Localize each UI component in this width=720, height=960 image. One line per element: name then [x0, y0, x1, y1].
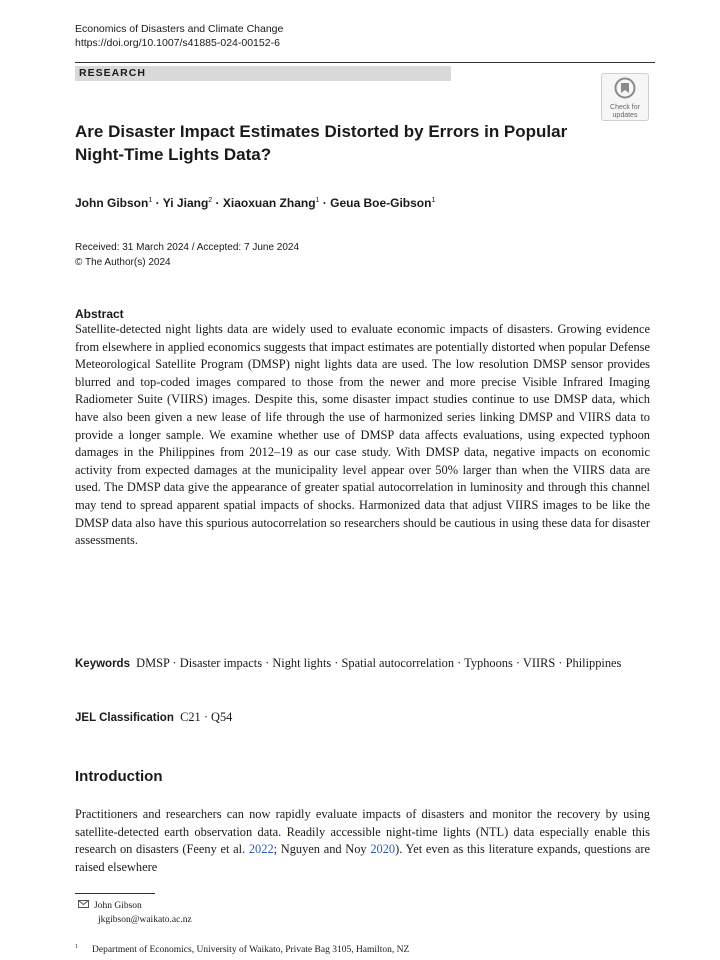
author-affiliation: 1 [315, 197, 320, 204]
copyright: © The Author(s) 2024 [75, 257, 171, 268]
affiliation-text: Department of Economics, University of Waikato, Private Bag 3105, Hamilton, NZ [92, 945, 410, 956]
intro-text-part: ; Nguyen and Noy [273, 842, 371, 857]
contact-name: John Gibson [94, 901, 142, 911]
jel-classification [75, 710, 232, 725]
author-affiliation: 2 [208, 197, 213, 204]
check-for-updates-badge[interactable] [601, 73, 649, 121]
corresponding-author [78, 899, 192, 927]
author-separator: · [319, 196, 331, 210]
author-separator: · [212, 196, 223, 210]
journal-header [75, 22, 283, 50]
affiliation-footnote [75, 944, 409, 955]
author-name[interactable]: Yi Jiang [162, 196, 209, 210]
jel-label: JEL Classification [75, 712, 174, 724]
header-rule [75, 62, 655, 63]
section-label: RESEARCH [75, 66, 451, 81]
citation-link[interactable]: 2022 [248, 842, 274, 857]
author-affiliation: 1 [431, 197, 436, 204]
doi-link[interactable]: https://doi.org/10.1007/s41885-024-00152-6 [75, 37, 280, 49]
affiliation-number: 1 [75, 944, 78, 950]
check-updates-line2: updates [612, 112, 638, 119]
intro-text-part: ). Yet even as this literature expands, questions are raised elsewhere [75, 842, 650, 874]
journal-name: Economics of Disasters and Climate Change [75, 23, 284, 35]
author-list [75, 196, 435, 210]
author-name[interactable]: Xiaoxuan Zhang [222, 196, 316, 210]
footnote-rule [75, 893, 155, 894]
author-name[interactable]: Geua Boe-Gibson [330, 196, 432, 210]
keywords [75, 654, 650, 673]
envelope-icon [78, 899, 94, 913]
citation-link[interactable]: 2020 [370, 842, 396, 857]
keywords-label: Keywords [75, 658, 130, 670]
intro-text-part: Practitioners and researchers can now rapidly evaluate impacts of disasters and monitor the recovery by using satellite-detected earth observation data. Readily accessible night-time lights (NTL) data especially enable this research on disasters (Feeny et al. [75, 807, 650, 857]
check-updates-icon [614, 77, 636, 99]
check-updates-line1: Check for [610, 104, 640, 111]
contact-email[interactable]: jkgibson@waikato.ac.nz [98, 915, 192, 925]
received-accepted: Received: 31 March 2024 / Accepted: 7 June 2024 [75, 242, 300, 253]
author-name[interactable]: John Gibson [75, 196, 149, 210]
publication-dates [75, 240, 299, 270]
paper-title: Are Disaster Impact Estimates Distorted by Errors in Popular Night-Time Lights Data? [75, 122, 568, 164]
keywords-text: DMSP · Disaster impacts · Night lights · Spatial autocorrelation · Typhoons · VIIRS · Philippines [136, 656, 622, 670]
abstract-text: Satellite-detected night lights data are widely used to evaluate economic impacts of disasters. Growing evidence from elsewhere in applied economics suggests that impact estimates are potentially distorted when popular Defense Meteorological Satellite Program (DMSP) night lights data are used. The low resolution DMSP sensor provides blurred and top-coded images compared to those from the newer and more precise Visible Infrared Imaging Radiometer Suite (VIIRS) images. Despite this, some disaster impact studies continue to use DMSP data, which have also been given a new lease of life through the use of harmonized series linking DMSP and VIIRS data to provide a longer sample. We examine whether use of DMSP data affects evaluations, using expected typhoon damages in the Philippines from 2012–19 as our case study. With DMSP data, negative impacts on economic activity from expected damages at the municipality level appear over 50% larger than when the VIIRS data are used. The DMSP data give the appearance of greater spatial autocorrelation in luminosity and through this channel may tend to spread apparent spatial impacts of shocks. Harmonized data that adjust VIIRS images to be like the DMSP data also have this spurious autocorrelation so researchers should be cautious in using these data for disaster assessments. [75, 322, 650, 548]
introduction-text [75, 806, 650, 876]
abstract-heading: Abstract [75, 307, 124, 321]
jel-codes: C21 · Q54 [180, 710, 233, 724]
author-affiliation: 1 [148, 197, 153, 204]
introduction-heading: Introduction [75, 768, 163, 785]
author-separator: · [152, 196, 163, 210]
